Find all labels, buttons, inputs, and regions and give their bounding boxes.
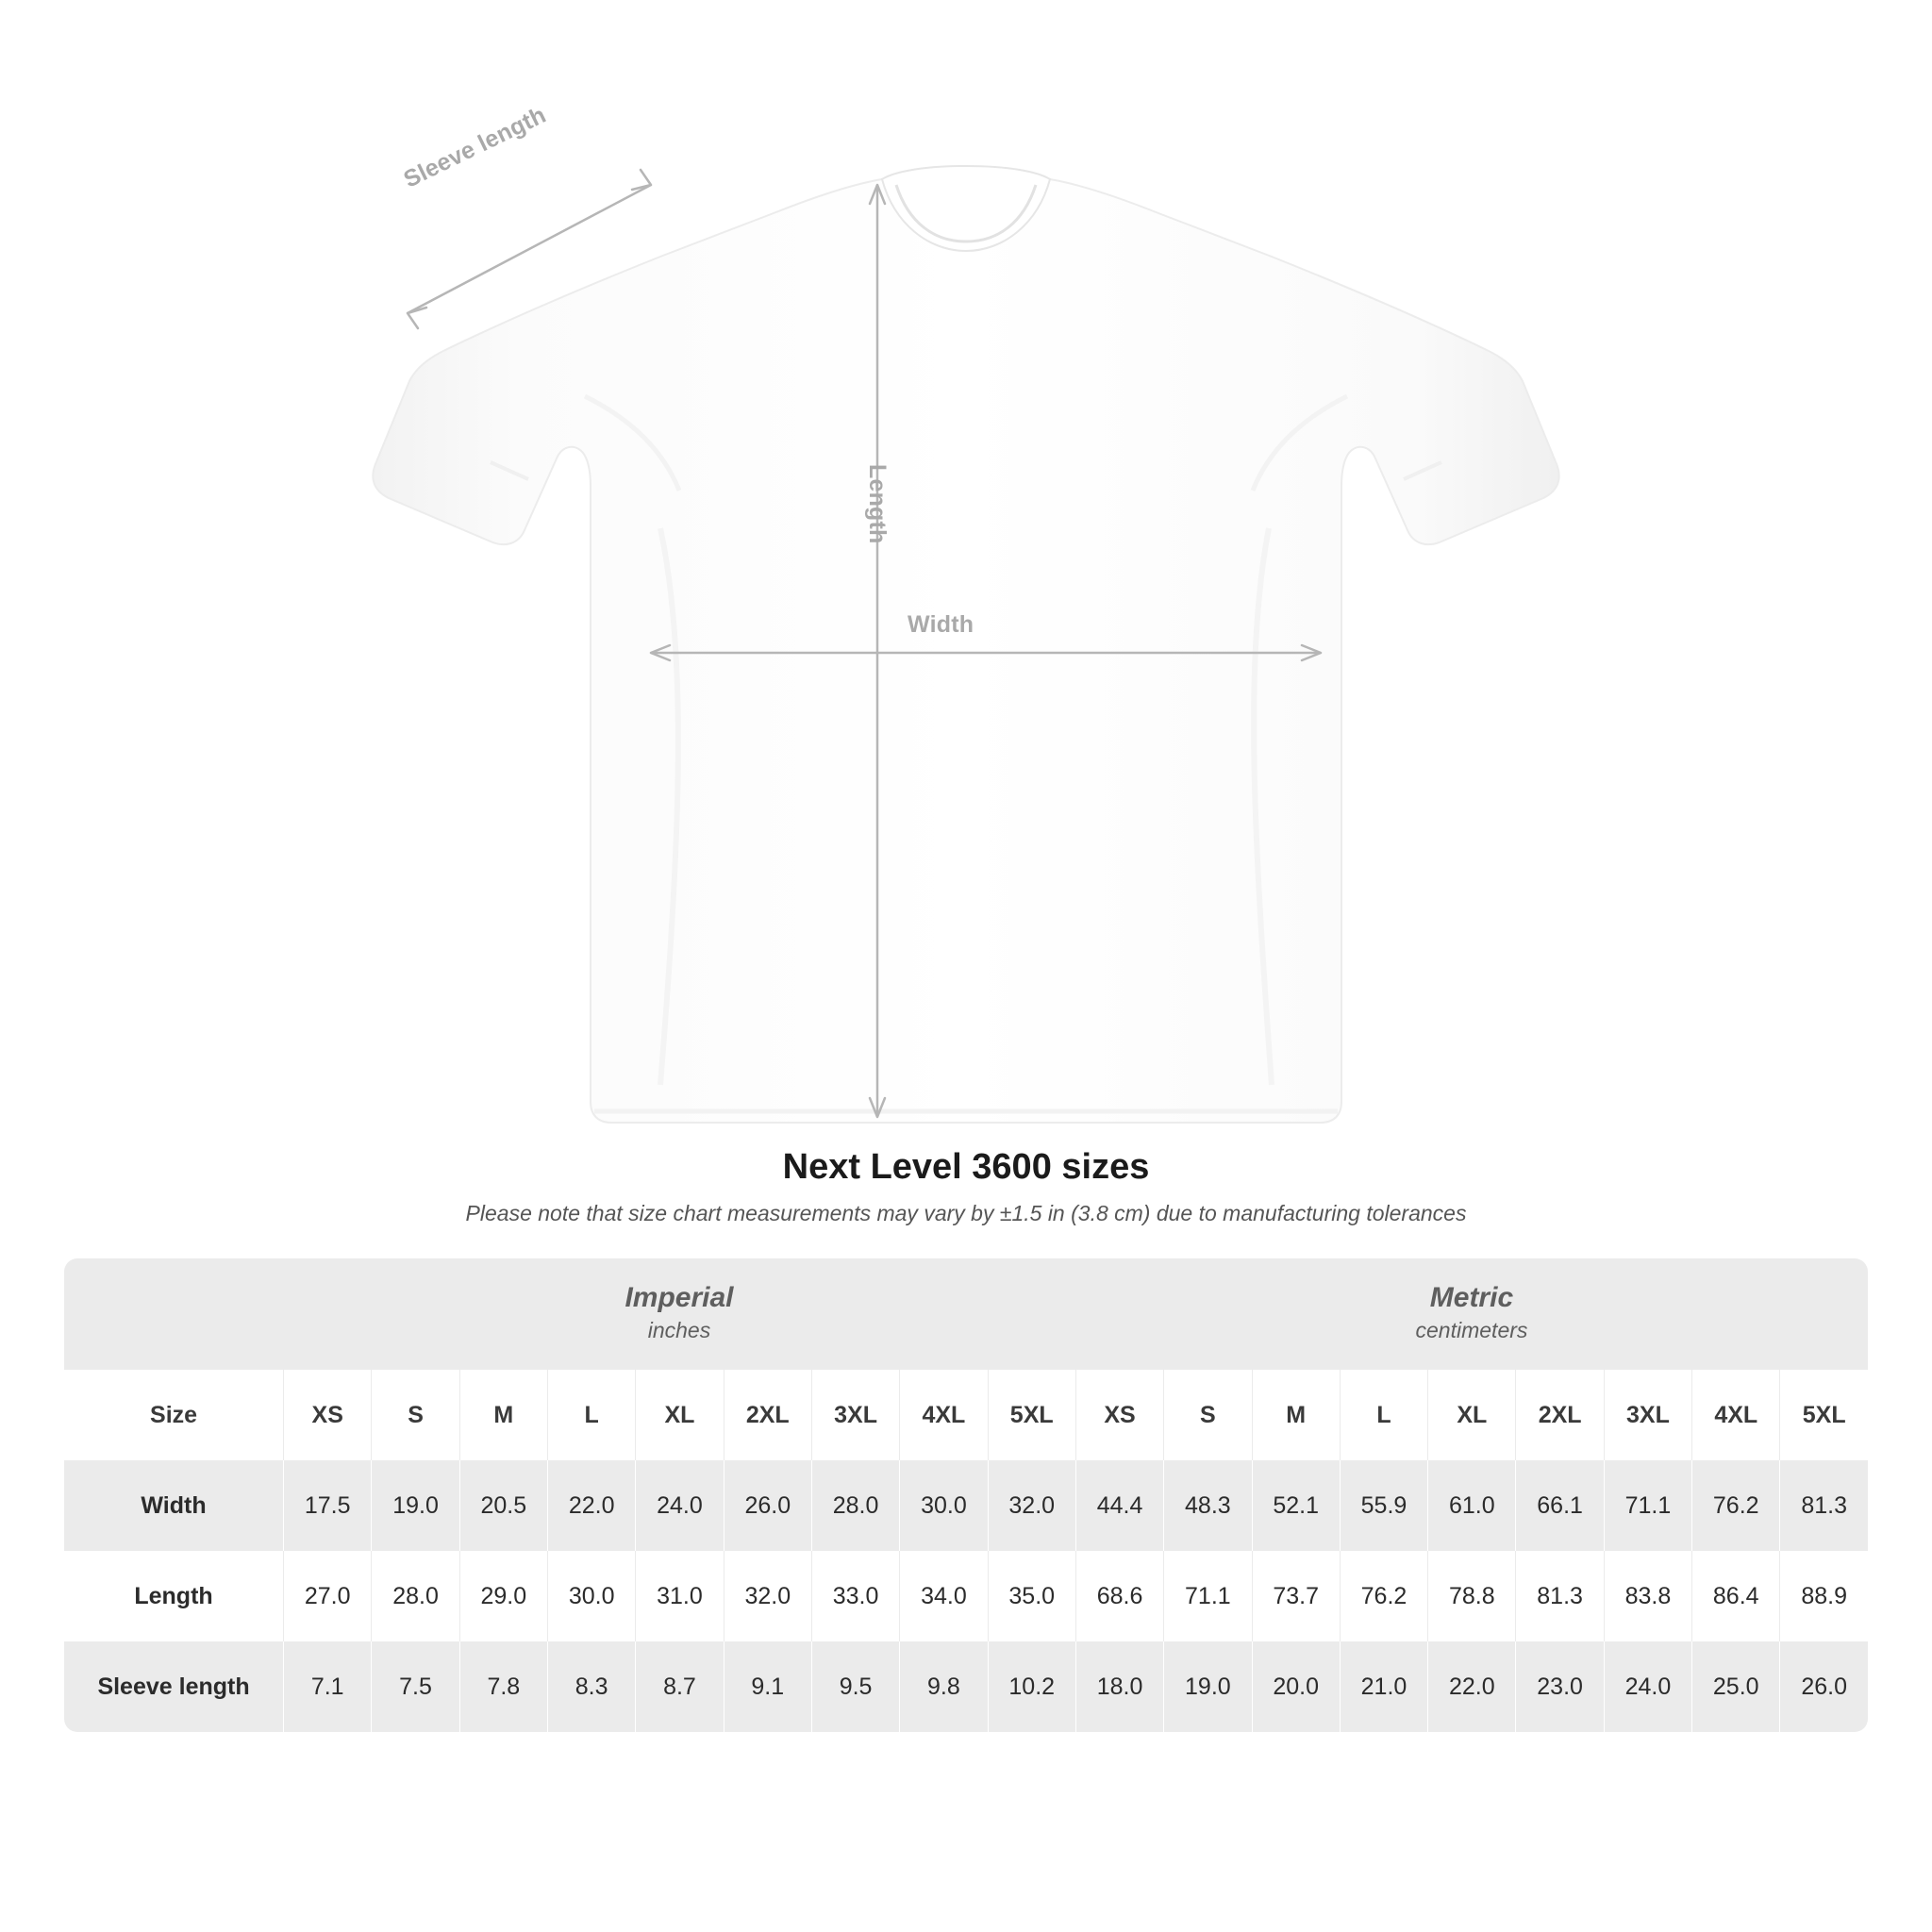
cell-length-metric-s: 71.1: [1163, 1551, 1251, 1641]
cell-length-metric-xl: 78.8: [1427, 1551, 1515, 1641]
column-header-metric-l: L: [1340, 1370, 1427, 1460]
cell-length-imperial-5xl: 35.0: [988, 1551, 1075, 1641]
cell-length-imperial-xl: 31.0: [635, 1551, 723, 1641]
system-header-row: [64, 1258, 1868, 1370]
system-header-imperial: [283, 1258, 1075, 1370]
cell-sleeve-imperial-3xl: 9.5: [811, 1641, 899, 1732]
cell-sleeve-metric-l: 21.0: [1340, 1641, 1427, 1732]
column-header-imperial-2xl: 2XL: [724, 1370, 811, 1460]
cell-width-imperial-2xl: 26.0: [724, 1460, 811, 1551]
chart-title: Next Level 3600 sizes: [782, 1147, 1150, 1187]
column-header-imperial-s: S: [371, 1370, 458, 1460]
column-header-metric-s: S: [1163, 1370, 1251, 1460]
cell-length-imperial-s: 28.0: [371, 1551, 458, 1641]
cell-sleeve-metric-5xl: 26.0: [1779, 1641, 1868, 1732]
cell-sleeve-imperial-m: 7.8: [459, 1641, 547, 1732]
cell-width-metric-xl: 61.0: [1427, 1460, 1515, 1551]
cell-length-metric-3xl: 83.8: [1604, 1551, 1691, 1641]
cell-sleeve-metric-3xl: 24.0: [1604, 1641, 1691, 1732]
cell-width-imperial-s: 19.0: [371, 1460, 458, 1551]
column-header-imperial-3xl: 3XL: [811, 1370, 899, 1460]
row-label-sleeve-length: Sleeve length: [64, 1641, 283, 1732]
sleeve-length-dimension-label: Sleeve length: [399, 101, 551, 193]
title-block: [0, 1147, 1932, 1226]
cell-width-imperial-m: 20.5: [459, 1460, 547, 1551]
cell-sleeve-imperial-2xl: 9.1: [724, 1641, 811, 1732]
cell-sleeve-imperial-l: 8.3: [547, 1641, 635, 1732]
cell-sleeve-metric-2xl: 23.0: [1515, 1641, 1603, 1732]
cell-sleeve-imperial-5xl: 10.2: [988, 1641, 1075, 1732]
cell-width-imperial-l: 22.0: [547, 1460, 635, 1551]
size-header-row: [64, 1370, 1868, 1460]
column-header-metric-xl: XL: [1427, 1370, 1515, 1460]
cell-sleeve-metric-m: 20.0: [1252, 1641, 1340, 1732]
cell-sleeve-metric-s: 19.0: [1163, 1641, 1251, 1732]
cell-width-imperial-3xl: 28.0: [811, 1460, 899, 1551]
cell-sleeve-imperial-xs: 7.1: [283, 1641, 371, 1732]
cell-length-imperial-2xl: 32.0: [724, 1551, 811, 1641]
cell-length-metric-5xl: 88.9: [1779, 1551, 1868, 1641]
column-header-metric-xs: XS: [1075, 1370, 1163, 1460]
cell-length-imperial-xs: 27.0: [283, 1551, 371, 1641]
table-row-width: [64, 1460, 1868, 1551]
cell-width-metric-4xl: 76.2: [1691, 1460, 1779, 1551]
system-unit-imperial: inches: [647, 1318, 711, 1342]
system-name-imperial: Imperial: [625, 1281, 734, 1313]
column-header-metric-4xl: 4XL: [1691, 1370, 1779, 1460]
system-header-metric: [1075, 1258, 1868, 1370]
column-header-imperial-4xl: 4XL: [899, 1370, 987, 1460]
cell-length-metric-4xl: 86.4: [1691, 1551, 1779, 1641]
cell-length-metric-l: 76.2: [1340, 1551, 1427, 1641]
cell-sleeve-imperial-xl: 8.7: [635, 1641, 723, 1732]
column-header-imperial-xl: XL: [635, 1370, 723, 1460]
column-header-metric-5xl: 5XL: [1779, 1370, 1868, 1460]
size-table: [64, 1258, 1868, 1732]
tshirt-shape: [373, 166, 1558, 1123]
system-name-metric: Metric: [1429, 1281, 1514, 1313]
system-unit-metric: centimeters: [1415, 1318, 1528, 1342]
cell-width-imperial-xs: 17.5: [283, 1460, 371, 1551]
cell-length-imperial-3xl: 33.0: [811, 1551, 899, 1641]
row-label-width: Width: [64, 1460, 283, 1551]
cell-width-metric-5xl: 81.3: [1779, 1460, 1868, 1551]
cell-width-imperial-xl: 24.0: [635, 1460, 723, 1551]
chart-note: Please note that size chart measurements may vary by ±1.5 in (3.8 cm) due to manufacturing tolerances: [465, 1201, 1467, 1225]
cell-length-imperial-4xl: 34.0: [899, 1551, 987, 1641]
cell-length-metric-m: 73.7: [1252, 1551, 1340, 1641]
cell-width-metric-s: 48.3: [1163, 1460, 1251, 1551]
cell-sleeve-imperial-s: 7.5: [371, 1641, 458, 1732]
column-header-metric-3xl: 3XL: [1604, 1370, 1691, 1460]
cell-width-metric-l: 55.9: [1340, 1460, 1427, 1551]
cell-width-metric-2xl: 66.1: [1515, 1460, 1603, 1551]
cell-length-metric-2xl: 81.3: [1515, 1551, 1603, 1641]
cell-width-imperial-4xl: 30.0: [899, 1460, 987, 1551]
table-row-sleeve-length: [64, 1641, 1868, 1732]
cell-sleeve-metric-xs: 18.0: [1075, 1641, 1163, 1732]
cell-length-metric-xs: 68.6: [1075, 1551, 1163, 1641]
column-header-imperial-5xl: 5XL: [988, 1370, 1075, 1460]
cell-width-metric-3xl: 71.1: [1604, 1460, 1691, 1551]
row-label-length: Length: [64, 1551, 283, 1641]
cell-sleeve-metric-4xl: 25.0: [1691, 1641, 1779, 1732]
cell-sleeve-imperial-4xl: 9.8: [899, 1641, 987, 1732]
column-header-imperial-xs: XS: [283, 1370, 371, 1460]
column-header-imperial-m: M: [459, 1370, 547, 1460]
length-dimension-label: Length: [864, 464, 891, 544]
cell-width-imperial-5xl: 32.0: [988, 1460, 1075, 1551]
cell-length-imperial-l: 30.0: [547, 1551, 635, 1641]
width-dimension-label: Width: [908, 611, 974, 638]
cell-width-metric-m: 52.1: [1252, 1460, 1340, 1551]
system-header-spacer: [64, 1258, 283, 1370]
size-table-wrapper: [64, 1258, 1868, 1732]
column-header-imperial-l: L: [547, 1370, 635, 1460]
cell-width-metric-xs: 44.4: [1075, 1460, 1163, 1551]
column-header-size: Size: [64, 1370, 283, 1460]
column-header-metric-2xl: 2XL: [1515, 1370, 1603, 1460]
column-header-metric-m: M: [1252, 1370, 1340, 1460]
cell-sleeve-metric-xl: 22.0: [1427, 1641, 1515, 1732]
cell-length-imperial-m: 29.0: [459, 1551, 547, 1641]
table-row-length: [64, 1551, 1868, 1641]
